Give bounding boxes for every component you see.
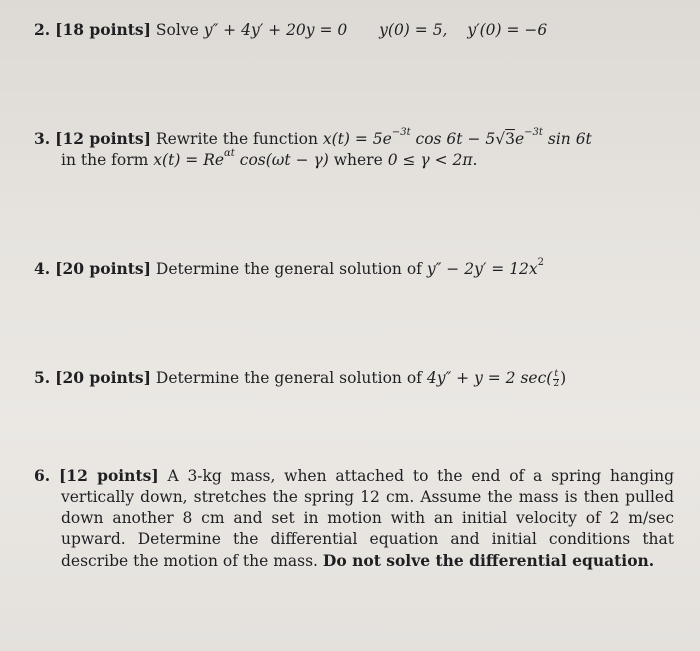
- problem-text: Rewrite the function: [155, 130, 318, 148]
- exp-base: e: [514, 130, 525, 148]
- exponent: −3t: [524, 126, 543, 138]
- problem-body: A 3-kg mass, when attached to the end of a spring hanging vertically down, stretches the spring 12 cm. Assume the mass is then pulled down another 8 cm and set in motion with an initial velocity of 2 m/sec upward. Determine the differential equation and initial conditions that describe the motion of the mass.: [61, 467, 674, 570]
- problem-number: 6.: [34, 466, 51, 485]
- differential-equation: y″ + 4y′ + 20y = 0: [203, 21, 348, 39]
- problem-4: [34, 258, 674, 280]
- initial-condition-2: y′(0) = −6: [467, 21, 548, 39]
- problem-3-line-1: [34, 128, 674, 150]
- problem-3: [34, 128, 674, 171]
- problem-number: 3.: [34, 129, 51, 148]
- problem-4-line: [34, 258, 674, 280]
- problem-points: [12 points]: [58, 466, 159, 485]
- initial-condition-1: y(0) = 5,: [379, 21, 448, 39]
- problem-text: in the form: [61, 151, 149, 169]
- problem-text: where: [333, 151, 383, 169]
- closing-paren: ): [560, 369, 567, 387]
- differential-equation: 4y″ + y = 2 sec(: [426, 369, 553, 387]
- sine-term: sin 6t: [547, 130, 592, 148]
- problem-3-line-2: [61, 147, 674, 171]
- fraction: [553, 370, 559, 389]
- problem-instruction: Do not solve the differential equation.: [322, 551, 655, 570]
- cosine-term: cos 6t − 5: [415, 130, 496, 148]
- problem-text: Determine the general solution of: [155, 260, 422, 278]
- problem-points: [20 points]: [55, 259, 151, 278]
- exponent: αt: [224, 147, 235, 159]
- problem-2-line: [34, 19, 674, 41]
- exponent: 2: [537, 256, 545, 268]
- problem-5: [34, 367, 674, 389]
- exponent: −3t: [391, 126, 411, 138]
- problem-number: 2.: [34, 20, 51, 39]
- sqrt-symbol: √: [495, 130, 506, 148]
- problem-points: [12 points]: [55, 129, 151, 148]
- function-lhs: x(t) = 5e: [322, 130, 392, 148]
- target-form-rest: cos(ωt − γ): [239, 151, 329, 169]
- problem-number: 5.: [34, 368, 51, 387]
- gamma-condition: 0 ≤ γ < 2π.: [387, 151, 478, 169]
- sqrt-argument: 3: [505, 130, 515, 148]
- problem-points: [20 points]: [55, 368, 151, 387]
- problem-5-line: [34, 367, 674, 389]
- fraction-denominator: 2: [553, 378, 560, 389]
- target-form: x(t) = Re: [153, 151, 225, 169]
- differential-equation: y″ − 2y′ = 12x: [426, 260, 538, 278]
- problem-verb: Solve: [155, 21, 199, 39]
- problem-number: 4.: [34, 259, 51, 278]
- problem-2: [34, 19, 674, 41]
- problem-points: [18 points]: [55, 20, 151, 39]
- fraction-numerator: t: [554, 368, 558, 379]
- problem-6: [34, 465, 674, 572]
- problem-text: Determine the general solution of: [155, 369, 422, 387]
